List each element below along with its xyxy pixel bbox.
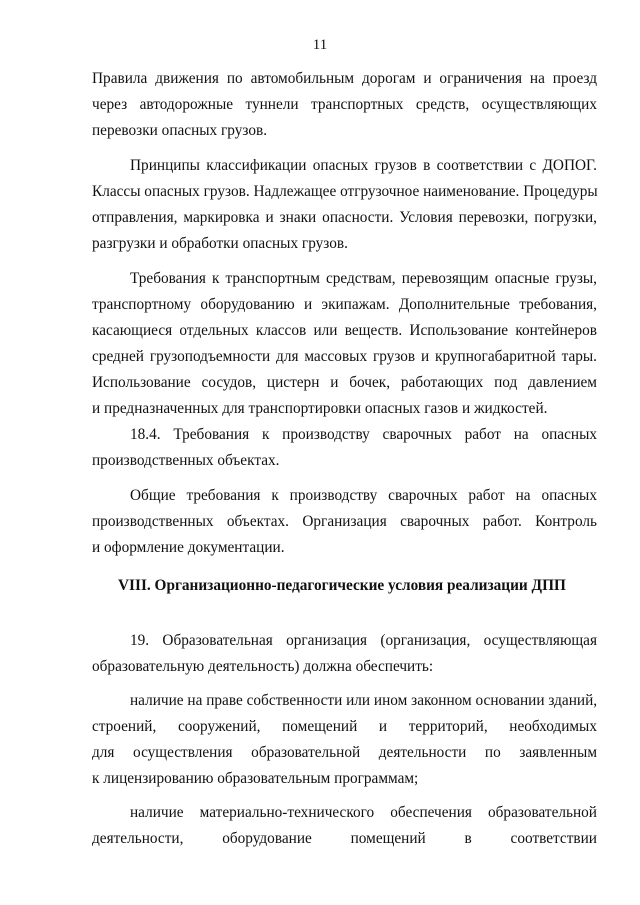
text-line: и оформление документации. xyxy=(92,539,285,556)
body-text-after-heading xyxy=(92,628,597,852)
section-heading: VIII. Организационно-педагогические условия реализации ДПП xyxy=(118,577,566,594)
page-number: 11 xyxy=(312,37,328,53)
text-line: к лицензированию образовательным программам; xyxy=(92,770,419,787)
text-line: Общие требования к производству сварочных работ на опасных xyxy=(130,487,597,504)
paragraph-19 xyxy=(92,628,597,680)
paragraph-welding-18-4 xyxy=(92,422,597,474)
text-line: Принципы классификации опасных грузов в соответствии с ДОПОГ. xyxy=(130,157,597,174)
paragraph-vehicle-requirements xyxy=(92,266,597,422)
text-line: транспортному оборудованию и экипажам. Дополнительные требования, xyxy=(92,296,597,313)
text-line: 19. Образовательная организация (организация, осуществляющая xyxy=(130,632,597,649)
body-text-before-heading xyxy=(92,66,597,561)
text-line: наличие материально-технического обеспечения образовательной xyxy=(130,804,597,821)
text-line: производственных объектах. xyxy=(92,452,280,469)
text-line: перевозки опасных грузов. xyxy=(92,122,268,139)
text-line: Классы опасных грузов. Надлежащее отгрузочное наименование. Процедуры xyxy=(92,183,598,200)
paragraph-equipment xyxy=(92,800,597,852)
text-line: наличие на праве собственности или ином законном основании зданий, xyxy=(130,692,598,709)
text-line: Требования к транспортным средствам, перевозящим опасные грузы, xyxy=(130,270,597,287)
paragraph-buildings xyxy=(92,688,597,792)
text-line: и предназначенных для транспортировки опасных газов и жидкостей. xyxy=(92,400,548,417)
paragraph-welding-general xyxy=(92,483,597,561)
text-line: разгрузки и обработки опасных грузов. xyxy=(92,235,348,252)
text-line: для осуществления образовательной деятельности по заявленным xyxy=(92,744,597,761)
text-line: Правила движения по автомобильным дорогам и ограничения на проезд xyxy=(92,70,597,87)
text-line: производственных объектах. Организация сварочных работ. Контроль xyxy=(92,513,597,530)
text-line: 18.4. Требования к производству сварочных работ на опасных xyxy=(130,426,597,443)
paragraph-traffic-rules xyxy=(92,66,597,144)
text-line: через автодорожные туннели транспортных средств, осуществляющих xyxy=(92,96,597,113)
text-line: деятельности, оборудование помещений в соответствии xyxy=(92,830,597,847)
paragraph-classification xyxy=(92,153,597,257)
text-line: отправления, маркировка и знаки опасности. Условия перевозки, погрузки, xyxy=(92,209,597,226)
text-line: образовательную деятельность) должна обеспечить: xyxy=(92,658,434,675)
text-line: средней грузоподъемности для массовых грузов и крупногабаритной тары. xyxy=(92,348,597,365)
text-line: строений, сооружений, помещений и территорий, необходимых xyxy=(92,718,597,735)
text-line: касающиеся отдельных классов или веществ. Использование контейнеров xyxy=(92,322,597,339)
text-line: Использование сосудов, цистерн и бочек, работающих под давлением xyxy=(92,374,597,391)
